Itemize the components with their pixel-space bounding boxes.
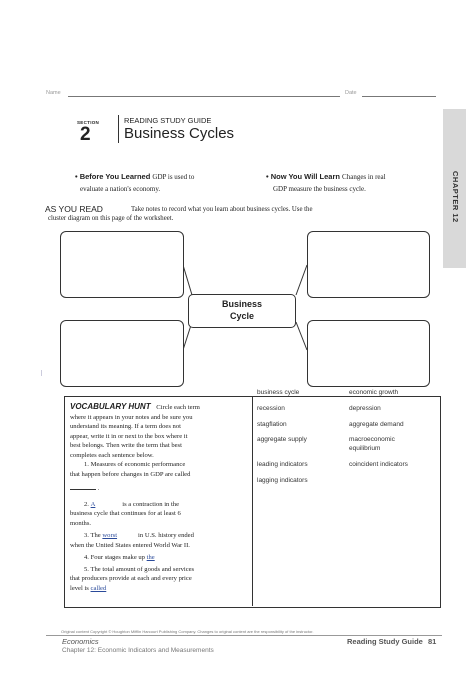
- page-title: Business Cycles: [124, 125, 235, 142]
- q1-answer-blank[interactable]: [70, 482, 96, 490]
- q3-line-1: [84, 531, 246, 541]
- term-leading-indicators: leading indicators: [257, 461, 308, 468]
- term-macroeconomic: macroeconomic: [349, 436, 395, 443]
- before-lead: • Before You Learned: [75, 172, 151, 181]
- q1-end: .: [97, 485, 100, 492]
- connector-top-left: [183, 265, 192, 295]
- chapter-tab-label: CHAPTER 12: [451, 171, 460, 223]
- vocabulary-divider: [252, 396, 253, 606]
- footer-guide-label: Reading Study Guide: [347, 637, 423, 646]
- term-economic-growth: economic growth: [349, 389, 399, 396]
- before-text-1: GDP is used to: [152, 173, 195, 181]
- term-depression: depression: [349, 405, 381, 412]
- q3-start: 3. The: [84, 532, 101, 539]
- q3-line-2: when the United States entered World War II.: [70, 541, 190, 549]
- term-equilibrium: equilibrium: [349, 445, 381, 452]
- vocab-instr-5: completes each sentence below.: [70, 451, 154, 459]
- section-label: SECTION: [77, 120, 100, 125]
- now-text-1: Changes in real: [342, 173, 386, 181]
- vocabulary-hunt: [70, 402, 246, 593]
- vocab-instr-3: appear, write it in or next to the box where it: [70, 432, 188, 440]
- guide-label: READING STUDY GUIDE: [124, 116, 212, 125]
- center-line-1: Business: [221, 299, 263, 309]
- diagram-center: [188, 294, 296, 328]
- before-text-2: evaluate a nation's economy.: [80, 185, 161, 193]
- vocab-heading: VOCABULARY HUNT: [70, 402, 151, 411]
- now-lead: • Now You Will Learn: [266, 172, 340, 181]
- q1-answer-row: [70, 482, 246, 494]
- q5-start: level is: [70, 584, 89, 592]
- q4-answer[interactable]: the: [146, 554, 155, 561]
- note-box-top-right[interactable]: [307, 231, 430, 298]
- footer-chapter: Chapter 12: Economic Indicators and Measurements: [62, 647, 214, 654]
- footer-copyright: Original content Copyright © Houghton Mifflin Harcourt Publishing Company. Changes to original content are the responsibility of the instructor.: [61, 629, 314, 634]
- vocab-instr-2: understand its meaning. If a term does not: [70, 423, 181, 430]
- note-box-top-left[interactable]: [60, 231, 184, 298]
- term-aggregate-supply: aggregate supply: [257, 436, 307, 443]
- as-you-read-heading: AS YOU READ: [45, 204, 103, 214]
- now-text-2: GDP measure the business cycle.: [273, 185, 366, 193]
- term-aggregate-demand: aggregate demand: [349, 421, 404, 428]
- q3-answer[interactable]: worst: [102, 532, 118, 539]
- q3-rest: in U.S. history ended: [138, 532, 194, 539]
- term-stagflation: stagflation: [257, 421, 287, 428]
- q2-answer[interactable]: A: [90, 500, 96, 508]
- q4-line: [84, 553, 246, 563]
- term-lagging-indicators: lagging indicators: [257, 477, 308, 484]
- q4-start: 4. Four stages make up: [84, 554, 145, 561]
- vocab-instr-1: where it appears in your notes and be sure you: [70, 413, 193, 421]
- margin-mark: [41, 370, 45, 376]
- vocab-instr-4: best belongs. Then write the term that best: [70, 442, 182, 449]
- footer-rule: [46, 635, 442, 636]
- vocab-instr-0: Circle each term: [156, 404, 200, 411]
- q1-line-1: 1. Measures of economic performance: [84, 461, 186, 468]
- q2-line-2: business cycle that continues for at least 6: [70, 510, 181, 517]
- term-recession: recession: [257, 405, 285, 412]
- center-line-2: Cycle: [229, 311, 255, 321]
- footer-economics: Economics: [62, 637, 99, 646]
- q5-line-2: that producers provide at each and every price: [70, 575, 192, 582]
- q5-line-3: [70, 584, 246, 594]
- page-number: 81: [427, 637, 437, 646]
- section-number: 2: [80, 124, 91, 145]
- connector-bottom-right: [296, 322, 307, 350]
- q2-rest: is a contraction in the: [122, 500, 180, 508]
- footer-guide: [347, 637, 436, 646]
- note-box-bottom-right[interactable]: [307, 320, 430, 387]
- note-box-bottom-left[interactable]: [60, 320, 184, 387]
- q1-line-2: that happen before changes in GDP are called: [70, 470, 191, 478]
- q5-answer[interactable]: called: [90, 584, 107, 592]
- q2-number: 2.: [84, 500, 89, 508]
- q2-line-1: [84, 500, 246, 510]
- as-you-read-text-1: Take notes to record what you learn about business cycles. Use the: [131, 206, 313, 213]
- date-label: Date: [345, 90, 357, 96]
- connector-top-right: [296, 265, 307, 295]
- name-label: Name: [46, 90, 61, 96]
- q2-line-3: months.: [70, 519, 92, 527]
- term-business-cycle: business cycle: [257, 389, 300, 396]
- as-you-read-text-2: cluster diagram on this page of the worksheet.: [48, 215, 174, 222]
- term-coincident-indicators: coincident indicators: [349, 461, 408, 468]
- q5-line-1: 5. The total amount of goods and services: [84, 565, 195, 573]
